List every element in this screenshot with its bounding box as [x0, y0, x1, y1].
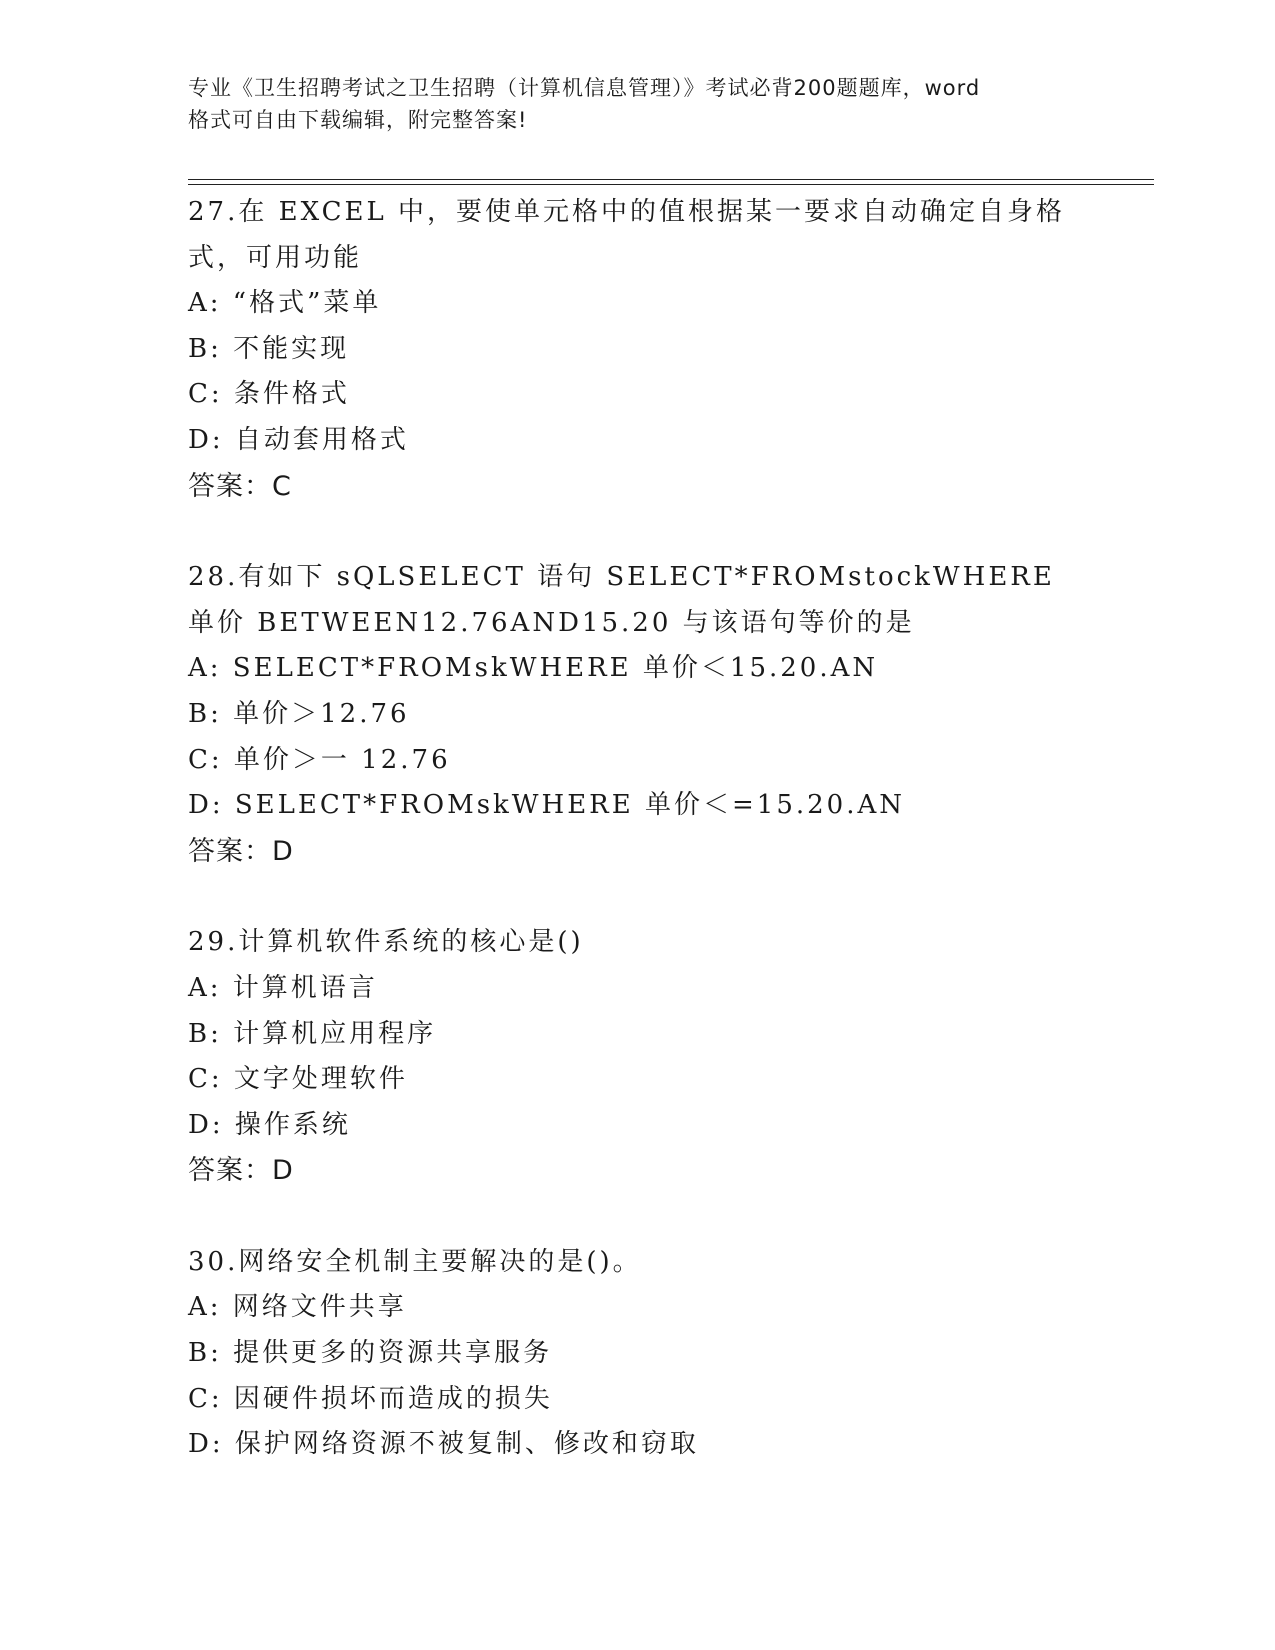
option-a: A: SELECT*FROMskWHERE 单价＜15.20.AN	[188, 653, 879, 684]
header-divider-bottom	[188, 184, 1154, 185]
answer-text: 答案：D	[188, 835, 294, 867]
question-stem: 28.有如下 sQLSELECT 语句 SELECT*FROMstockWHERE 单价 BETWEEN12.76AND15.20 与该语句等价的是	[188, 562, 1055, 638]
option-d: D: SELECT*FROMskWHERE 单价＜=15.20.AN	[188, 790, 905, 821]
question-stem: 29.计算机软件系统的核心是()	[188, 927, 584, 958]
option-b: B: 单价＞12.76	[188, 698, 410, 729]
question-list	[188, 190, 1148, 1514]
question-27	[188, 190, 1148, 509]
question-28	[188, 555, 1148, 874]
option-a: A: 计算机语言	[188, 972, 378, 1003]
option-b: B: 提供更多的资源共享服务	[188, 1338, 553, 1369]
option-d: D: 自动套用格式	[188, 424, 409, 455]
option-d: D: 操作系统	[188, 1109, 351, 1140]
option-b: B: 不能实现	[188, 333, 350, 364]
answer-text: 答案：D	[188, 1155, 294, 1187]
option-c: C: 单价＞一 12.76	[188, 744, 451, 775]
option-c: C: 文字处理软件	[188, 1064, 408, 1095]
header-divider-top	[188, 179, 1154, 180]
question-30	[188, 1240, 1148, 1468]
question-29	[188, 920, 1148, 1194]
option-a: A: 网络文件共享	[188, 1292, 407, 1323]
answer-text: 答案：C	[188, 470, 292, 502]
header-line-1: 专业《卫生招聘考试之卫生招聘（计算机信息管理）》考试必背200题题库，word	[188, 76, 981, 100]
question-stem: 30.网络安全机制主要解决的是()。	[188, 1246, 642, 1277]
question-stem: 27.在 EXCEL 中，要使单元格中的值根据某一要求自动确定自身格式，可用功能	[188, 197, 1066, 273]
header-line-2: 格式可自由下载编辑，附完整答案!	[188, 108, 528, 132]
option-a: A: “格式”菜单	[188, 288, 382, 319]
option-d: D: 保护网络资源不被复制、修改和窃取	[188, 1429, 699, 1460]
option-c: C: 条件格式	[188, 379, 350, 410]
option-c: C: 因硬件损坏而造成的损失	[188, 1383, 553, 1414]
option-b: B: 计算机应用程序	[188, 1018, 437, 1049]
document-header	[188, 72, 1088, 136]
